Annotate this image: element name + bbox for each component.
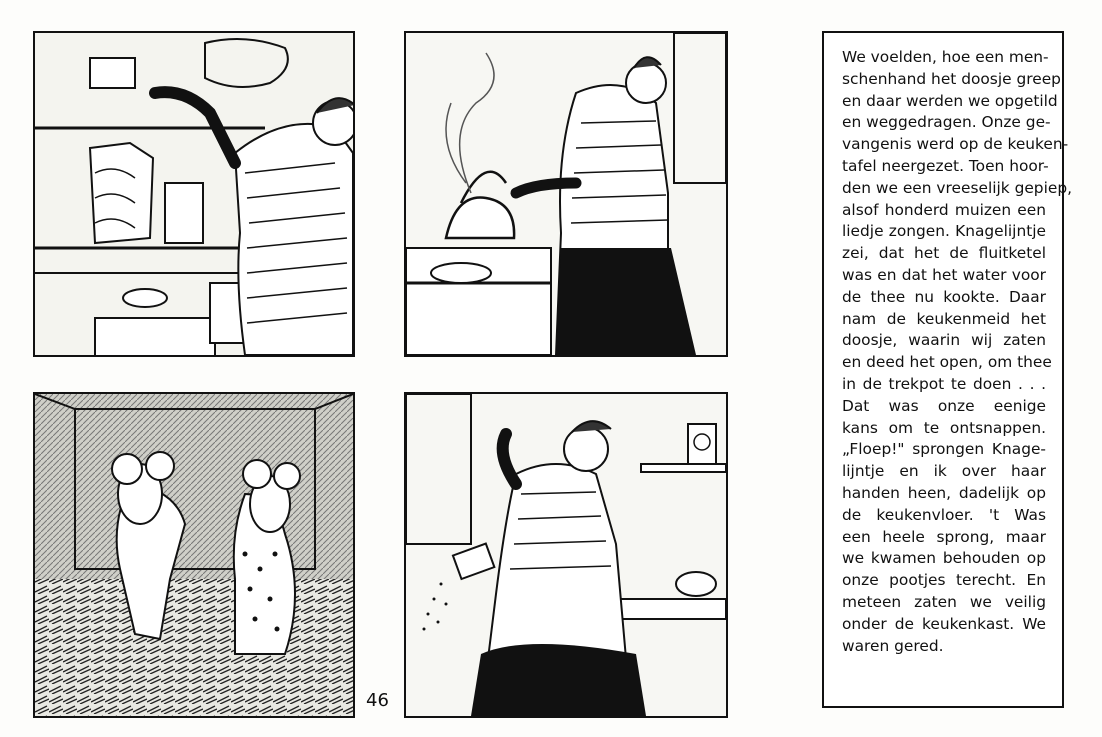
page-number: 46 — [366, 690, 389, 711]
story-text-line: lijntje en ik over haar — [842, 462, 1046, 481]
story-text-line: den we een vreeselijk gepiep, — [842, 178, 1072, 197]
story-text-line: een heele sprong, maar — [842, 527, 1046, 546]
story-text-line: liedje zongen. Knagelijntje — [842, 222, 1046, 241]
story-text-line: meteen zaten we veilig — [842, 592, 1046, 611]
story-text-line: nam de keukenmeid het — [842, 309, 1046, 328]
illustration-panel-mice — [33, 392, 355, 718]
story-text-line: in de trekpot te doen . . . — [842, 374, 1046, 393]
shelf-scene-drawing — [35, 33, 353, 355]
story-text-line: tafel neergezet. Toen hoor- — [842, 156, 1049, 175]
story-text-line: was en dat het water voor — [842, 265, 1046, 284]
story-text-line: we kwamen behouden op — [842, 549, 1046, 568]
mice-scene-drawing — [35, 394, 353, 716]
story-text-line: en weggedragen. Onze ge- — [842, 113, 1051, 132]
story-text-line: en daar werden we opgetild — [842, 91, 1058, 110]
illustration-panel-kettle — [404, 31, 728, 357]
story-text-line: waren gered. — [842, 636, 944, 655]
story-text-line: schenhand het doosje greep — [842, 69, 1061, 88]
story-text-line: Dat was onze eenige — [842, 396, 1046, 415]
startled-scene-drawing — [406, 394, 726, 716]
story-text-line: kans om te ontsnappen. — [842, 418, 1046, 437]
story-text-line: doosje, waarin wij zaten — [842, 331, 1046, 350]
story-text-box — [822, 31, 1072, 708]
story-text-line: de keukenvloer. 't Was — [842, 505, 1046, 524]
story-text-line: de thee nu kookte. Daar — [842, 287, 1046, 306]
illustration-panel-startled — [404, 392, 728, 718]
story-text-line: alsof honderd muizen een — [842, 200, 1046, 219]
illustration-panel-shelf — [33, 31, 355, 357]
story-text-line: vangenis werd op de keuken- — [842, 135, 1069, 154]
story-text-line: zei, dat het de fluitketel — [842, 244, 1046, 263]
story-text-line: en deed het open, om thee — [842, 353, 1052, 372]
story-text-line: handen heen, dadelijk op — [842, 483, 1046, 502]
story-text-line: onder de keukenkast. We — [842, 614, 1046, 633]
story-text-line: We voelden, hoe een men- — [842, 48, 1049, 66]
story-text-line: „Floep!" sprongen Knage- — [842, 440, 1046, 459]
story-text-line: onze pootjes terecht. En — [842, 571, 1046, 590]
kettle-scene-drawing — [406, 33, 726, 355]
